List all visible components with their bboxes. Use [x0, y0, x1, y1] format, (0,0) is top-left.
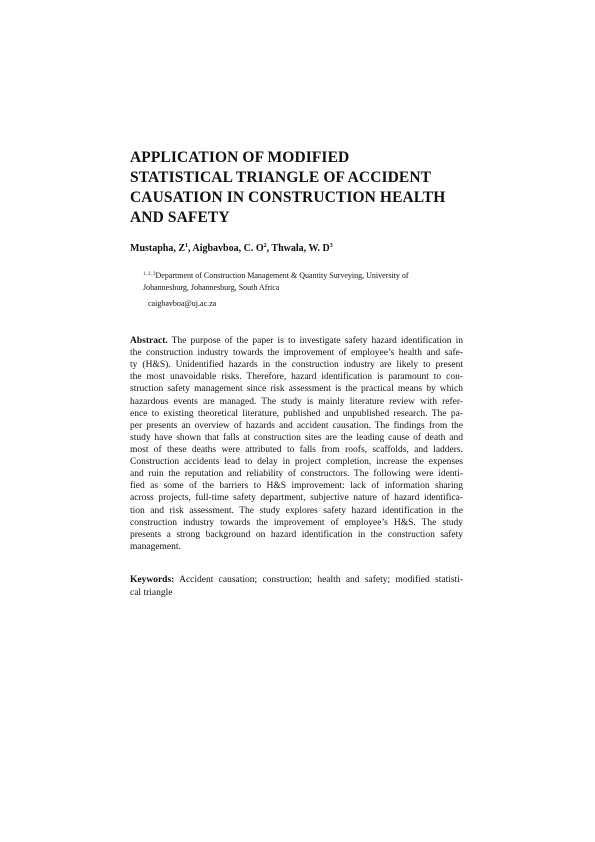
author-list	[130, 243, 333, 254]
title-line: AND SAFETY	[130, 209, 230, 226]
title-line: APPLICATION OF MODIFIED	[130, 149, 350, 166]
abstract-text: The purpose of the paper is to investigate safety hazard identification in	[167, 336, 463, 346]
title-line: CAUSATION IN CONSTRUCTION HEALTH	[130, 189, 446, 206]
keywords-line: cal triangle	[130, 587, 173, 598]
abstract-line: fied as some of the barriers to H&S improvement: lack of information sharing	[130, 481, 463, 492]
author-name: Mustapha, Z	[130, 243, 186, 254]
author-affiliation-mark: 1	[185, 243, 189, 249]
affiliation	[143, 270, 463, 294]
keywords-text: Accident causation; construction; health and safety; modified statisti-	[174, 575, 463, 585]
author-name: Thwala, W. D	[271, 243, 330, 254]
author-affiliation-mark: 3	[329, 243, 333, 249]
abstract-line	[130, 335, 463, 347]
abstract	[130, 335, 463, 553]
abstract-line: the most unavoidable risks. Therefore, hazard identification is paramount to con-	[130, 372, 463, 383]
abstract-line: ty (H&S). Unidentified hazards in the construction industry are likely to present	[130, 360, 463, 371]
author-email[interactable]: caigbavboa@uj.ac.za	[148, 299, 217, 308]
author-name: Aigbavboa, C. O	[192, 243, 264, 254]
abstract-line: most of these deaths were attributed to falls from roofs, scaffolds, and ladders.	[130, 444, 463, 455]
abstract-line: management.	[130, 541, 181, 552]
abstract-line: struction safety management since risk assessment is the practical means by which	[130, 384, 463, 395]
abstract-line: ence to existing theoretical literature, published and unpublished research. The pa-	[130, 408, 463, 419]
affiliation-mark: 1, 2, 3	[143, 272, 156, 277]
affiliation-line	[143, 270, 463, 282]
affiliation-text: Department of Construction Management & Quantity Surveying, University of	[155, 271, 409, 280]
author-separator: ,	[188, 243, 193, 254]
keywords-label: Keywords:	[130, 575, 175, 585]
keywords-line	[130, 574, 463, 587]
author-separator: ,	[266, 243, 272, 254]
author-affiliation-mark: 2	[263, 243, 267, 249]
abstract-line: the construction industry towards the improvement of employee’s health and safe-	[130, 348, 463, 359]
abstract-line: construction industry towards the improvement of employee’s H&S. The study	[130, 517, 463, 528]
title-line: STATISTICAL TRIANGLE OF ACCIDENT	[130, 169, 432, 186]
abstract-line: Construction accidents lead to delay in project completion, increase the expenses	[130, 457, 463, 468]
abstract-line: hazardous events are managed. The study is mainly literature review with refer-	[130, 396, 463, 407]
abstract-line: across projects, full-time safety department, subjective nature of hazard identifica-	[130, 493, 463, 504]
keywords	[130, 574, 463, 599]
abstract-label: Abstract.	[130, 336, 168, 346]
abstract-line: and ruin the reputation and reliability of constructors. The following were identi-	[130, 469, 463, 480]
abstract-line: study have shown that falls at construction sites are the leading cause of death and	[130, 432, 463, 443]
paper-title	[130, 148, 470, 228]
abstract-line: presents a strong background on hazard identification in the construction safety	[130, 529, 463, 540]
abstract-line: tion and risk assessment. The study explores safety hazard identification in the	[130, 505, 463, 516]
abstract-line: per presents an overview of hazards and accident causation. The findings from the	[130, 420, 463, 431]
affiliation-line: Johannesburg, Johannesburg, South Africa	[143, 283, 280, 292]
